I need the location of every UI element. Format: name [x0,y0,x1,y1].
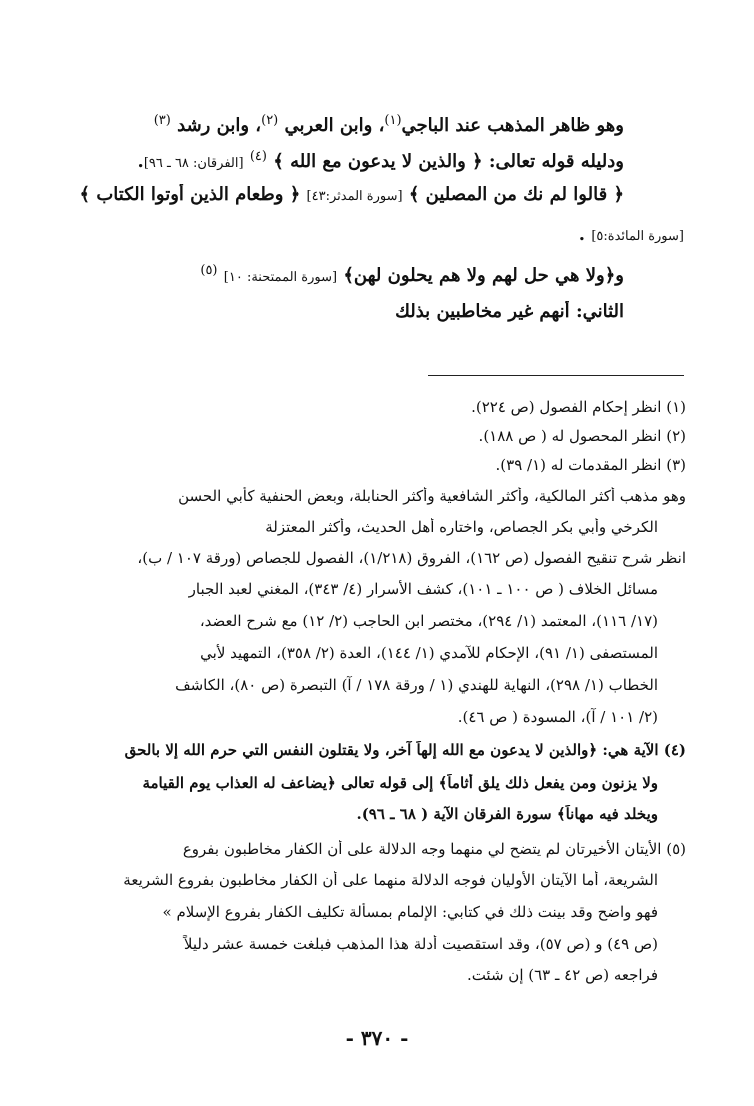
footnote-5-line-b: الشريعة، أما الآيتان الأوليان فوجه الدلالة منهما على أن الكفار مخاطبون بفروع الشريعة [123,871,658,889]
quran-verse: ﴿ وطعام الذين أوتوا الكتاب ﴾ [79,184,301,205]
footnote-3-line-g: الخطاب (١/ ٢٩٨)، النهاية للهندي (١ / ورقة ١٧٨ / آ) التبصرة (ص ٨٠)، الكاشف [175,676,658,694]
footnote-3-line-c: انظر شرح تنقيح الفصول (ص ١٦٢)، الفروق (١/٢١٨)، الفصول للجصاص (ورقة ١٠٧ / ب)، [137,549,686,567]
main-line-4 [84,224,684,246]
text: الثاني: أنهم غير مخاطبين بذلك [395,301,624,322]
footnote-3-line-f: المستصفى (١/ ٩١)، الإحكام للآمدي (١/ ١٤٤)، العدة (٢/ ٣٥٨)، التمهيد لأبي [200,644,658,662]
footnote-3-line-h: (٢/ ١٠١ / آ)، المسودة ( ص ٤٦). [457,708,658,726]
footnote-ref: (٥) [200,263,218,278]
text: ، وابن العربي [284,115,385,136]
footnote-4-line-a: (٤) الآية هي: ﴿والذين لا يدعون مع الله إلهاً آخر، ولا يقتلون النفس التي حرم الله إلا بالحق [124,741,686,759]
footnote-5-line-c: فهو واضح وقد بينت ذلك في كتابي: الإلمام بمسألة تكليف الكفار بفروع الإسلام » [162,903,658,921]
main-line-3 [64,184,624,206]
quran-verse: ﴿ قالوا لم نك من المصلين ﴾ [408,184,624,205]
text: وهو ظاهر المذهب عند الباجي [401,115,624,136]
verse-reference: [الفرقان: ٦٨ ـ ٩٦] [143,156,244,171]
footnote-3-line-d: مسائل الخلاف ( ص ١٠٠ ـ ١٠١)، كشف الأسرار (٤/ ٣٤٣)، المغني لعبد الجبار [188,580,658,598]
text: ، وابن رشد [177,115,262,136]
quran-verse: ﴿ والذين لا يدعون مع الله ﴾ [273,151,483,172]
footnote-5-line-d: (ص ٤٩) و (ص ٥٧)، وقد استقصيت أدلة هذا المذهب فبلغت خمسة عشر دليلاً [183,935,658,953]
page-number: - ٣٧٠ - [345,1026,409,1050]
footnote-5-line-e: فراجعه (ص ٤٢ ـ ٦٣) إن شئت. [466,966,658,984]
footnote-5-line-a: (٥) الأيتان الأخيرتان لم يتضح لي منهما وجه الدلالة على أن الكفار مخاطبون بفروع [182,840,686,858]
footnote-ref: (٤) [249,149,267,164]
text: . [578,224,592,245]
footnote-4-line-b: ولا يزنون ومن يفعل ذلك يلق أثاماً﴾ إلى قوله تعالى ﴿يضاعف له العذاب يوم القيامة [142,774,658,792]
footnote-3: (٣) انظر المقدمات له (١/ ٣٩). [495,456,686,474]
text: ودليله قوله تعالى: [488,151,624,172]
footnote-3-line-b: الكرخي وأبي بكر الجصاص، واختاره أهل الحديث، وأكثر المعتزلة [265,518,658,536]
footnote-divider [428,375,684,376]
verse-reference: [سورة المدثر:٤٣] [306,189,403,204]
footnote-ref: (٣) [153,113,171,128]
verse-reference: [سورة المائدة:٥] [591,229,684,244]
footnote-1: (١) انظر إحكام الفصول (ص ٢٢٤). [471,398,686,416]
main-line-5 [124,263,624,287]
verse-reference: [سورة الممتحنة: ١٠] [223,270,338,285]
main-line-1 [124,113,624,137]
main-line-2 [124,149,624,173]
footnote-2: (٢) انظر المحصول له ( ص ١٨٨). [478,427,686,445]
footnote-ref: (١) [384,113,402,128]
footnote-3-line-a: وهو مذهب أكثر المالكية، وأكثر الشافعية وأكثر الحنابلة، وبعض الحنفية كأبي الحسن [178,487,686,505]
main-line-6 [124,301,624,323]
quran-verse: و﴿ولا هي حل لهم ولا هم يحلون لهن﴾ [343,265,624,286]
footnote-3-line-e: (١٧/ ١١٦)، المعتمد (١/ ٢٩٤)، مختصر ابن الحاجب (٢/ ١٢) مع شرح العضد، [199,612,658,630]
footnote-ref: (٢) [261,113,279,128]
text: . [137,151,144,172]
footnote-4-line-c: ويخلد فيه مهاناً﴾ سورة الفرقان الآية ( ٦٨ ـ ٩٦). [356,805,658,823]
